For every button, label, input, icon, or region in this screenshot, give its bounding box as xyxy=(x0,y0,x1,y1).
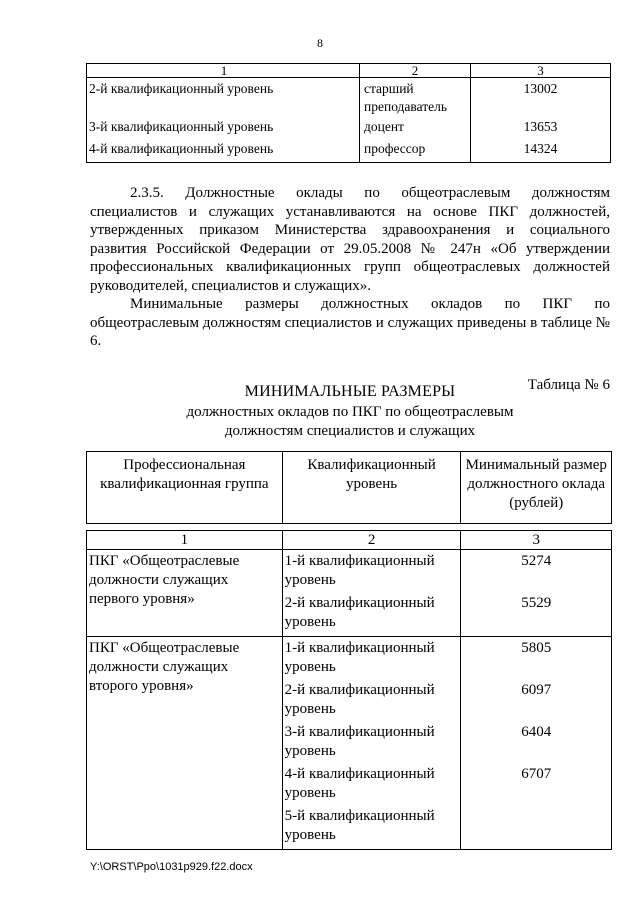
salary-value: 5805 xyxy=(521,640,552,656)
header-cell: 2 xyxy=(360,64,471,78)
level-text: 5-й квалификационный уровень xyxy=(284,808,435,843)
position-cell: доцент xyxy=(360,118,471,140)
paragraph-2-3-5: 2.3.5. Должностные оклады по общеотраслевым должностям специалистов и служащих устанавливаются на основе ПКГ должностей, утвержденных приказом Министерства здравоохранения и социального развития Российской Федерации от 29.05.2008 № 247н «Об утверждении профессиональных квалификационных групп общеотраслевых должностей руководителей, специалистов и служащих». xyxy=(90,185,610,294)
header-cell: Минимальный размер должностного оклада (рублей) xyxy=(461,452,612,524)
group-name-cell: ПКГ «Общеотраслевые должности служащих второго уровня» xyxy=(87,637,283,850)
table-row xyxy=(87,118,611,140)
table-header-row xyxy=(87,452,612,524)
level-cell xyxy=(282,550,461,637)
spacer-row xyxy=(87,524,612,531)
level-cell: 3-й квалификационный уровень xyxy=(87,118,360,140)
position-cell: профессор xyxy=(360,140,471,163)
position-text: преподаватель xyxy=(364,99,448,114)
level-cell: 4-й квалификационный уровень xyxy=(87,140,360,163)
level-text: 2-й квалификационный уровень xyxy=(284,682,435,717)
table-label: Таблица № 6 xyxy=(527,377,610,393)
column-number-row xyxy=(87,531,612,550)
table-title: МИНИМАЛЬНЫЕ РАЗМЕРЫ xyxy=(244,383,456,400)
level-text: 1-й квалификационный уровень xyxy=(284,553,435,588)
level-text: 4-й квалификационный уровень xyxy=(284,766,435,801)
column-number: 1 xyxy=(87,531,283,550)
column-number: 2 xyxy=(282,531,461,550)
level-text: 1-й квалификационный уровень xyxy=(284,640,435,675)
level-text: 2-й квалификационный уровень xyxy=(284,595,435,630)
table-subtitle xyxy=(0,403,640,441)
header-cell: Профессиональная квалификационная группа xyxy=(87,452,283,524)
level-text: 2-й квалификационный уровень xyxy=(89,81,274,96)
table-header-row xyxy=(87,64,611,78)
salary-value: 6707 xyxy=(521,766,552,782)
header-cell: 3 xyxy=(471,64,611,78)
table-row xyxy=(87,140,611,163)
level-cell xyxy=(87,78,360,119)
paragraph-table-reference: Минимальные размеры должностных окладов по ПКГ по общеотраслевым должностям специалистов и служащих приведены в таблице № 6. xyxy=(90,296,610,349)
table-subtitle-line: должностных окладов по ПКГ по общеотраслевым xyxy=(186,404,514,420)
salary-value: 6097 xyxy=(521,682,552,698)
position-cell xyxy=(360,78,471,119)
footer-file-path: Y:\ORST\Ppo\1031p929.f22.docx xyxy=(90,861,253,873)
salary-value: 5274 xyxy=(521,553,552,569)
column-number: 3 xyxy=(461,531,612,550)
table-row xyxy=(87,78,611,119)
group-name-cell: ПКГ «Общеотраслевые должности служащих первого уровня» xyxy=(87,550,283,637)
table-6 xyxy=(86,451,612,850)
header-cell: 1 xyxy=(87,64,360,78)
page-number: 8 xyxy=(317,36,323,50)
level-text: 3-й квалификационный уровень xyxy=(284,724,435,759)
salary-cell: 14324 xyxy=(471,140,611,163)
table-row xyxy=(87,637,612,850)
salary-cell xyxy=(461,550,612,637)
salary-cell: 13653 xyxy=(471,118,611,140)
table-subtitle-line: должностям специалистов и служащих xyxy=(224,423,476,439)
salary-value: 6404 xyxy=(521,724,552,740)
continuation-table xyxy=(86,63,611,163)
salary-cell xyxy=(461,637,612,850)
salary-value: 5529 xyxy=(521,595,552,611)
level-cell xyxy=(282,637,461,850)
header-cell: Квалификационный уровень xyxy=(282,452,461,524)
position-text: старший xyxy=(364,81,414,96)
salary-cell: 13002 xyxy=(471,78,611,119)
table-row xyxy=(87,550,612,637)
